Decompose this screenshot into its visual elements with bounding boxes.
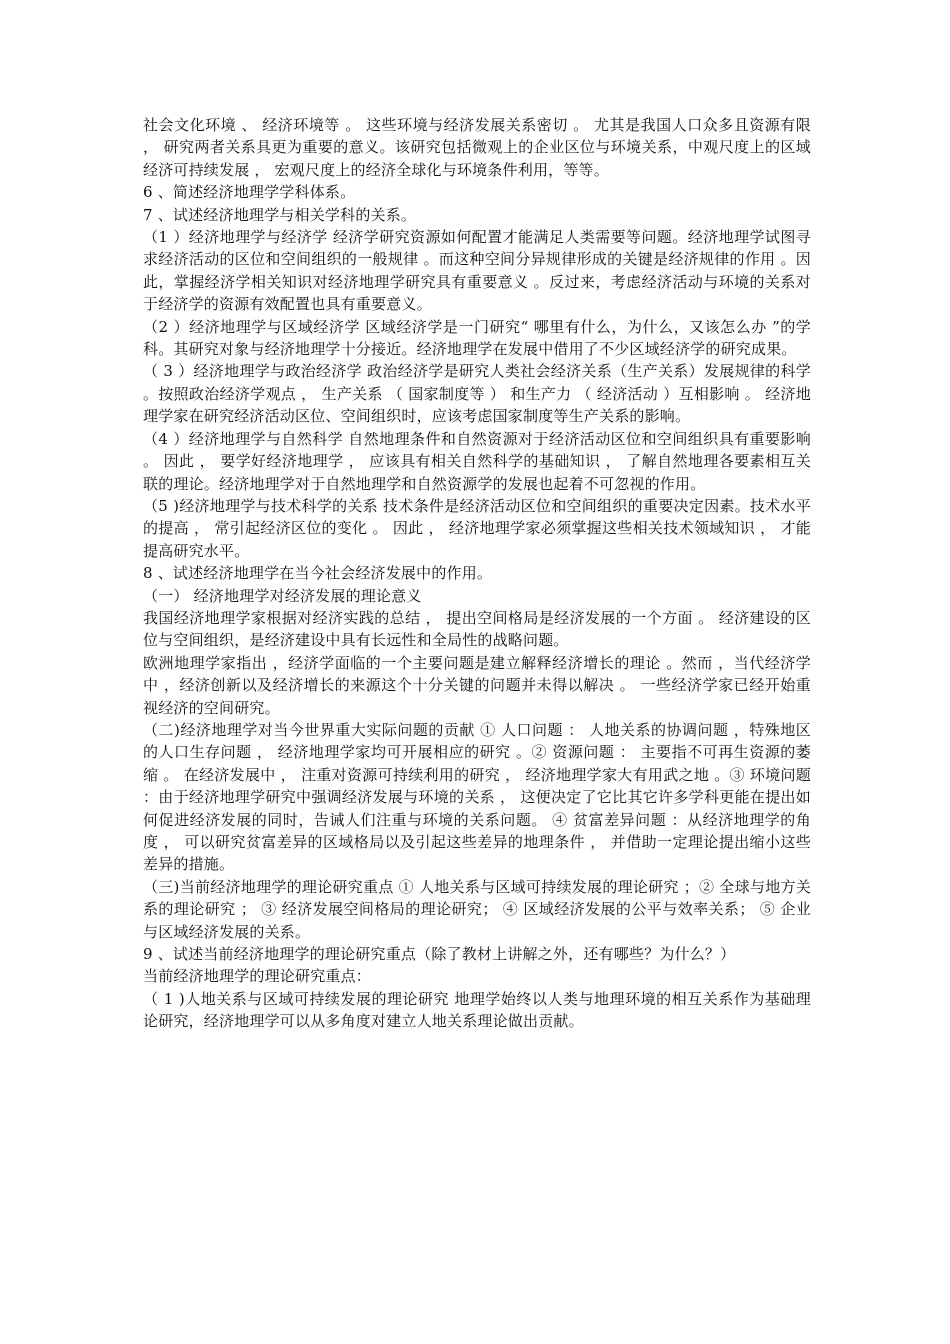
answer-7-4: （4 ）经济地理学与自然科学 自然地理条件和自然资源对于经济活动区位和空间组织具有重要影响 。 因此 ， 要学好经济地理学 ， 应该具有相关自然科学的基础知识 ， 了解自然地理各要素相互关联的理论。经济地理学对于自然地理学和自然资源学的发展也起着不可忽视的作用。 bbox=[143, 429, 811, 493]
paragraph-env-intro: 社会文化环境 、 经济环境等 。 这些环境与经济发展关系密切 。 尤其是我国人口众多且资源有限 ， 研究两者关系具更为重要的意义。该研究包括微观上的企业区位与环境关系，中观尺度上的区域经济可持续发展 ， 宏观尺度上的经济全球化与环境条件利用，等等。 bbox=[143, 116, 811, 179]
answer-7-2: （2 ）经济地理学与区域经济学 区域经济学是一门研究“ 哪里有什么，为什么，又该怎么办 ”的学科。其研究对象与经济地理学十分接近。经济地理学在发展中借用了不少区域经济学的研究成果。 bbox=[143, 317, 811, 359]
question-6: 6 、简述经济地理学学科体系。 bbox=[143, 183, 356, 202]
answer-8-section-1-p1: 我国经济地理学家根据对经济实践的总结 ， 提出空间格局是经济发展的一个方面 。 经济建设的区位与空间组织，是经济建设中具有长远性和全局性的战略问题。 bbox=[143, 608, 811, 650]
answer-8-section-1-heading: （一） 经济地理学对经济发展的理论意义 bbox=[143, 586, 422, 605]
answer-8-section-2: （二)经济地理学对当今世界重大实际问题的贡献 ① 人口问题 ： 人地关系的协调问题 ，特殊地区的人口生存问题 ， 经济地理学家均可开展相应的研究 。② 资源问题 ： 主要指不可再生资源的萎缩 。 在经济发展中 ， 注重对资源可持续利用的研究 ， 经济地理学家大有用武之地 。③ 环境问题 ：由于经济地理学研究中强调经济发展与环境的关系 ， 这便决定了它比其它许多学科更能在提出如何促进经济发展的同时，告诫人们注重与环境的关系问题。 ④ 贫富差异问题 ：从经济地理学的角度 ， 可以研究贫富差异的区域格局以及引起这些差异的地理条件 ， 并借助一定理论提出缩小这些差异的措施。 bbox=[143, 720, 811, 874]
answer-9-intro: 当前经济地理学的理论研究重点： bbox=[143, 967, 372, 986]
question-8: 8 、试述经济地理学在当今社会经济发展中的作用。 bbox=[143, 564, 493, 583]
question-7: 7 、试述经济地理学与相关学科的关系。 bbox=[143, 205, 417, 224]
answer-7-1: （1 ）经济地理学与经济学 经济学研究资源如何配置才能满足人类需要等问题。经济地理学试图寻求经济活动的区位和空间组织的一般规律 。而这种空间分异规律形成的关键是经济规律的作用 。因此，掌握经济学相关知识对经济地理学研究具有重要意义 。反过来，考虑经济活动与环境的关系对于经济学的资源有效配置也具有重要意义。 bbox=[143, 228, 811, 314]
answer-7-3: （ 3 ）经济地理学与政治经济学 政治经济学是研究人类社会经济关系（生产关系）发展规律的科学 。按照政治经济学观点 ， 生产关系 （ 国家制度等 ） 和生产力 （ 经济活动 ）互相影响 。 经济地理学家在研究经济活动区位、空间组织时，应该考虑国家制度等生产关系的影响。 bbox=[143, 362, 811, 426]
question-9: 9 、试述当前经济地理学的理论研究重点（除了教材上讲解之外，还有哪些？为什么？） bbox=[143, 945, 736, 964]
answer-8-section-1-p2: 欧洲地理学家指出 ，经济学面临的一个主要问题是建立解释经济增长的理论 。然而 ，当代经济学中 ，经济创新以及经济增长的来源这个十分关键的问题并未得以解决 。 一些经济学家已经开始重视经济的空间研究。 bbox=[143, 653, 811, 717]
document-body bbox=[143, 114, 811, 1033]
answer-7-5: （5 )经济地理学与技术科学的关系 技术条件是经济活动区位和空间组织的重要决定因素。技术水平的提高 ， 常引起经济区位的变化 。 因此 ， 经济地理学家必须掌握这些相关技术领域知识 ， 才能提高研究水平。 bbox=[143, 496, 811, 560]
answer-8-section-3: （三)当前经济地理学的理论研究重点 ① 人地关系与区域可持续发展的理论研究 ；② 全球与地方关系的理论研究 ； ③ 经济发展空间格局的理论研究； ④ 区域经济发展的公平与效率关系； ⑤ 企业与区域经济发展的关系。 bbox=[143, 877, 811, 941]
answer-9-1: （ 1 )人地关系与区域可持续发展的理论研究 地理学始终以人类与地理环境的相互关系作为基础理论研究，经济地理学可以从多角度对建立人地关系理论做出贡献。 bbox=[143, 989, 811, 1031]
